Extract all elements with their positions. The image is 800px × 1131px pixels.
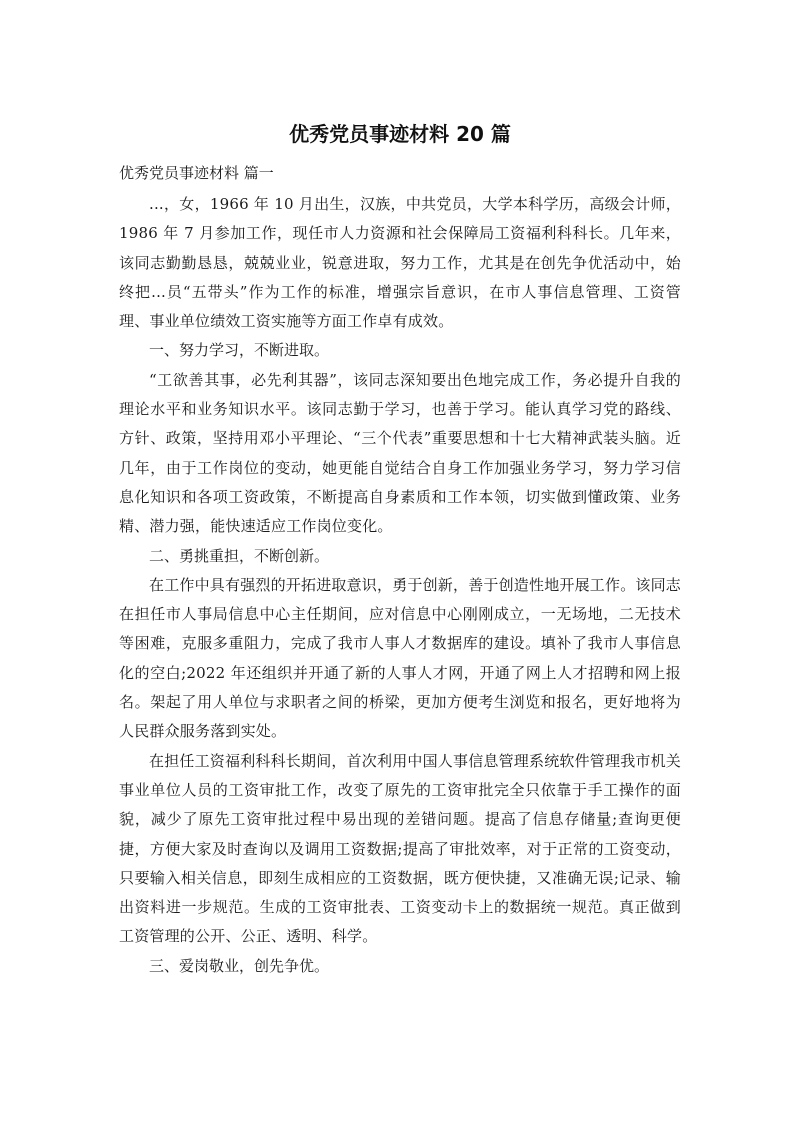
section-heading-1: 一、努力学习，不断进取。 xyxy=(149,341,330,360)
section-subtitle: 优秀党员事迹材料 篇一 xyxy=(119,164,274,182)
section-heading-2: 二、勇挑重担，不断创新。 xyxy=(149,546,330,565)
document-body xyxy=(119,190,681,981)
paragraph-innovation: 在工作中具有强烈的开拓进取意识，勇于创新，善于创造性地开展工作。该同志在担任市人事局信息中心主任期间，应对信息中心刚刚成立，一无场地，二无技术等困难，克服多重阻力，完成了我市人事人才数据库的建设。填补了我市人事信息化的空白;2022 年还组织并开通了新的人事人才网，开通了网上人才招聘和网上报名。架起了用人单位与求职者之间的桥梁，更加方便考生浏览和报名，更好地将为人民群众服务落到实处。 xyxy=(119,575,682,741)
section-heading-3: 三、爱岗敬业，创先争优。 xyxy=(149,956,330,975)
paragraph-intro: ...，女，1966 年 10 月出生，汉族，中共党员，大学本科学历，高级会计师，1986 年 7 月参加工作，现任市人力资源和社会保障局工资福利科科长。几年来，该同志勤勤恳恳，兢兢业业，锐意进取，努力工作，尤其是在创先争优活动中，始终把...员“五带头”作为工作的标准，增强宗旨意识，在市人事信息管理、工资管理、事业单位绩效工资实施等方面工作卓有成效。 xyxy=(119,195,681,331)
paragraph-study: “工欲善其事，必先利其器”，该同志深知要出色地完成工作，务必提升自我的理论水平和业务知识水平。该同志勤于学习，也善于学习。能认真学习党的路线、方针、政策，坚持用邓小平理论、“三个代表”重要思想和十七大精神武装头脑。近几年，由于工作岗位的变动，她更能自觉结合自身工作加强业务学习，努力学习信息化知识和各项工资政策，不断提高自身素质和工作本领，切实做到懂政策、业务精、潜力强，能快速适应工作岗位变化。 xyxy=(119,370,681,536)
paragraph-salary-management: 在担任工资福利科科长期间，首次利用中国人事信息管理系统软件管理我市机关事业单位人员的工资审批工作，改变了原先的工资审批完全只依靠于手工操作的面貌，减少了原先工资审批过程中易出现的差错问题。提高了信息存储量;查询更便捷，方便大家及时查询以及调用工资数据;提高了审批效率，对于正常的工资变动，只要输入相关信息，即刻生成相应的工资数据，既方便快捷，又准确无误;记录、输出资料进一步规范。生成的工资审批表、工资变动卡上的数据统一规范。真正做到工资管理的公开、公正、透明、科学。 xyxy=(119,751,682,946)
document-title: 优秀党员事迹材料 20 篇 xyxy=(289,122,511,146)
